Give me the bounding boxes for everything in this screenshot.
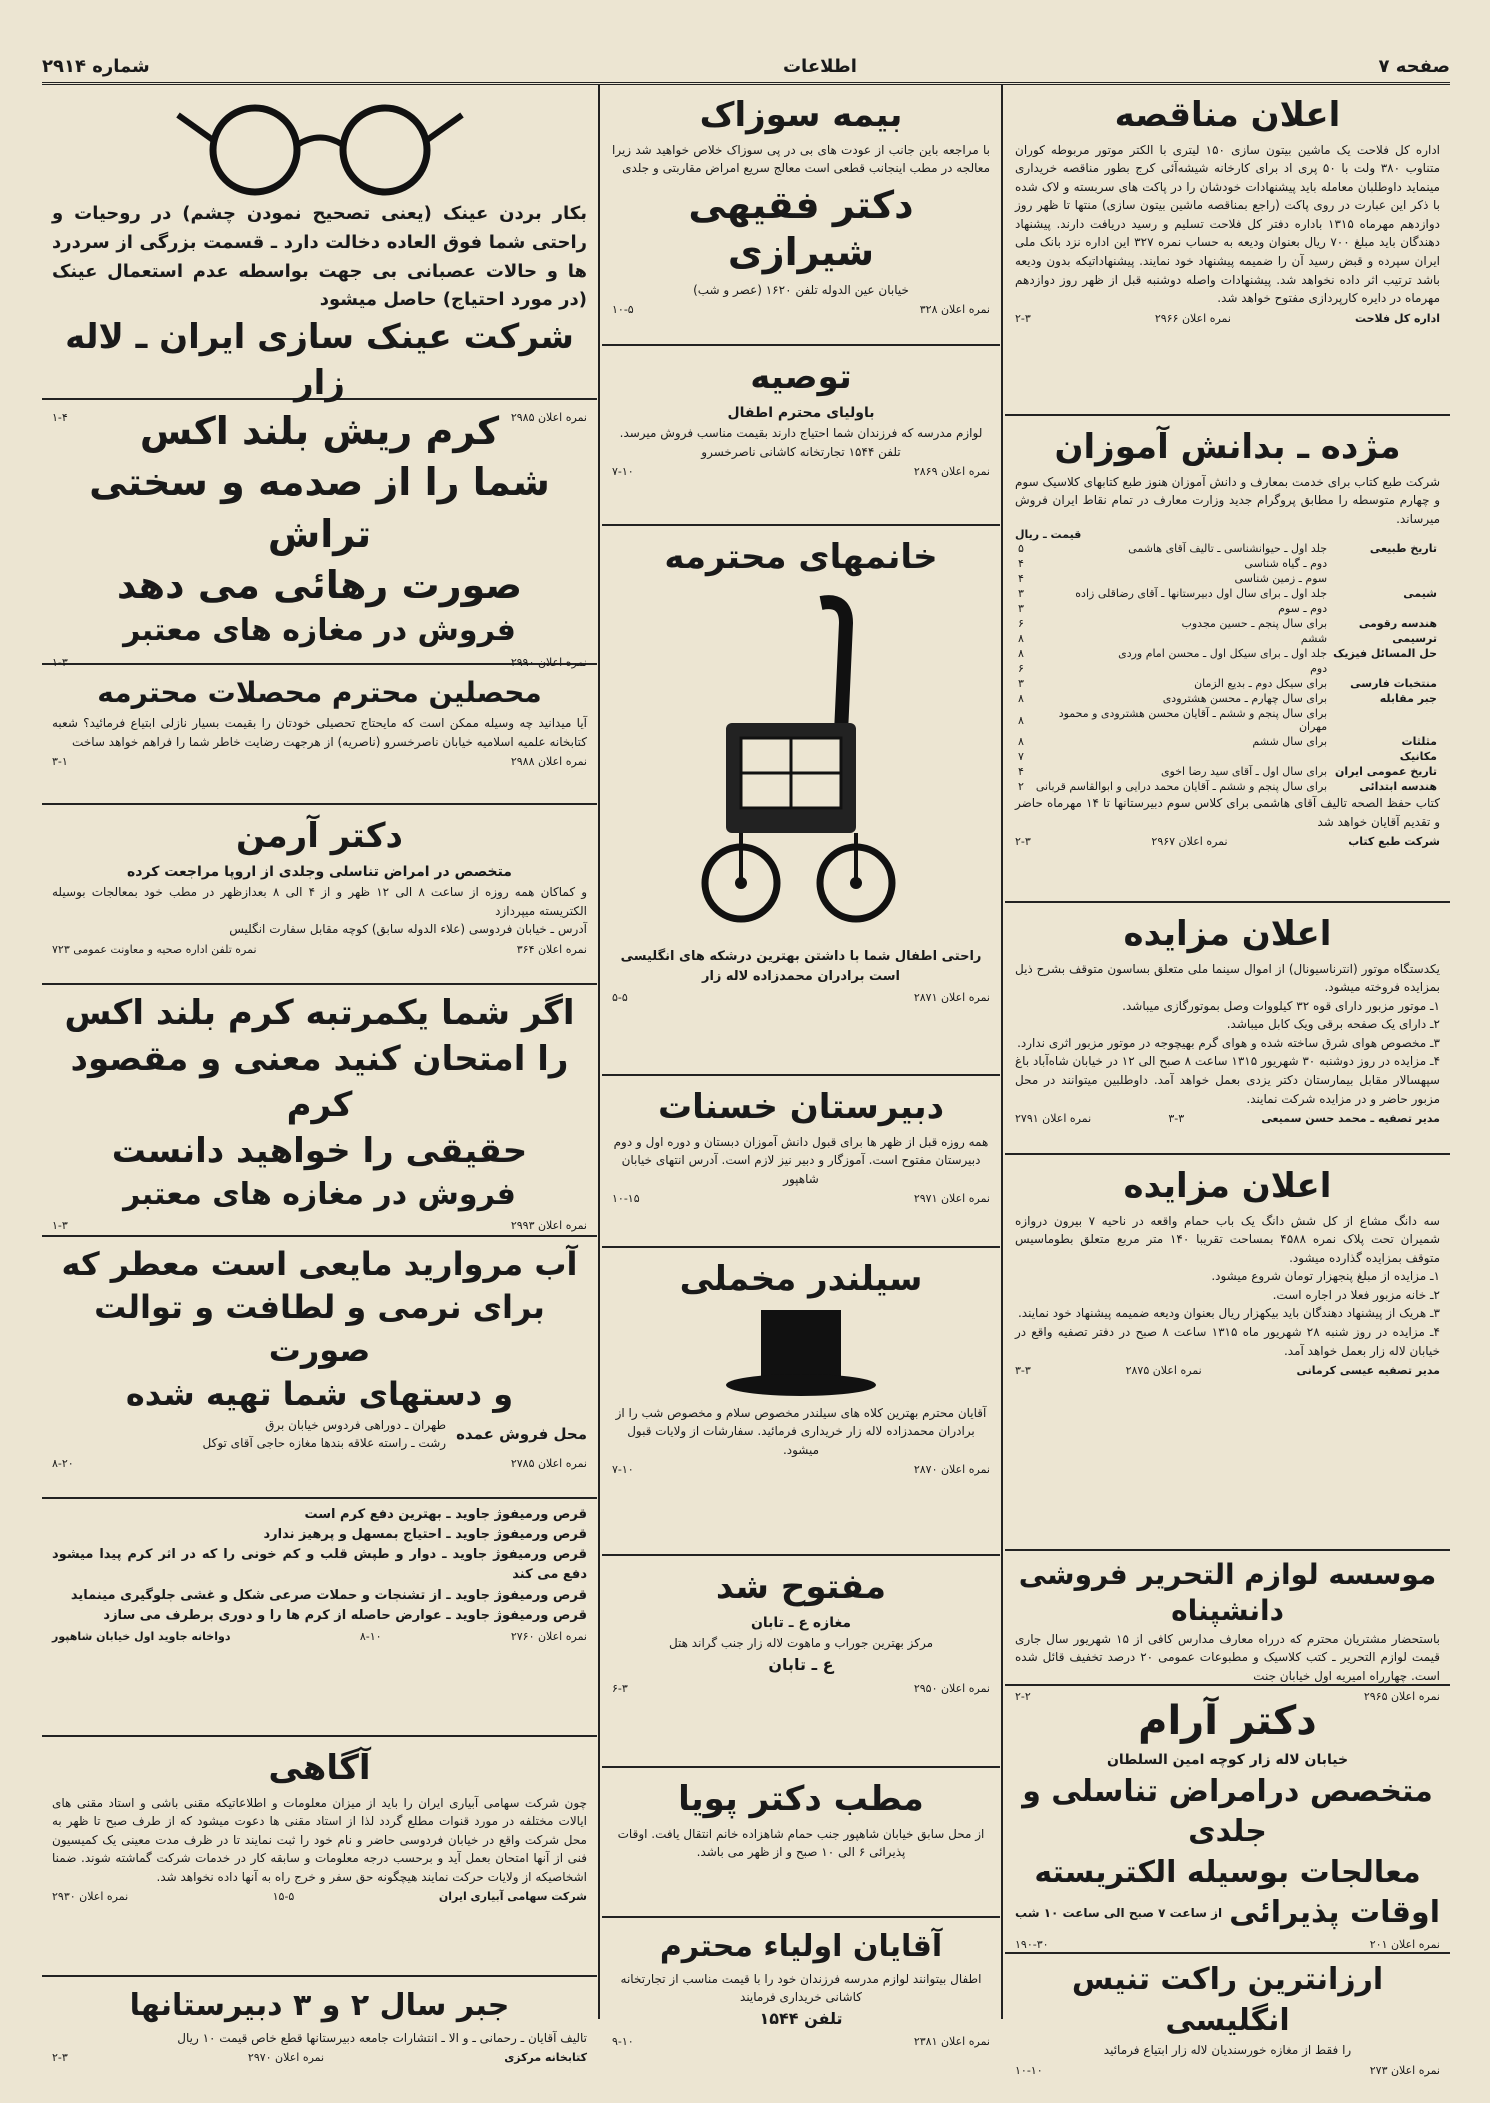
book-row [1015,571,1440,586]
ad-armen [42,805,597,985]
ad-eynak [42,84,597,424]
ad-krem-1 [42,400,597,669]
ad-mosasese [1005,1551,1450,1703]
ad-intro: شرکت طبع کتاب برای خدمت بمعارف و دانش آموزان هنوز طبع کتابهای کلاسیک سوم و چهارم متوسطه را مطابق پروگرام جدید وزارت معارف در تمام نقاط ایران فروش میرساند. [1015,474,1440,526]
book-subject: مکانیک [1399,750,1437,764]
book-description: برای سیکل دوم ـ بدیع الزمان [1194,677,1328,691]
column-rule [1001,84,1003,2019]
book-row [1015,646,1440,661]
book-price: ۴ [1018,557,1024,571]
javid-item: قرص ورمیفوژ جاوید ـ بهترین دفع کرم است [304,1507,587,1522]
book-subject: تاریخ عمومی ایران [1335,765,1437,779]
ad-body: راحتی اطفال شما با داشتن بهترین درشکه های انگلیسی است برادران محمدزاده لاله زار [620,948,982,984]
page-header [42,50,1450,85]
ad-body: مرکز بهترین جوراب و ماهوت لاله زار جنب گراند هتل [668,1636,934,1651]
ad-title: سیلندر مخملی [679,1259,923,1299]
ad-outro: کتاب حفظ الصحه تالیف آقای هاشمی برای کلاس سوم دبیرستانها تا ۱۴ مهرماه حاضر و تقدیم آقایان خواهد شد [1015,796,1440,829]
ad-signer: شرکت سهامی آبیاری ایران [438,1890,587,1904]
book-subject [1330,556,1440,571]
ad-count: ۳-۱ [52,755,68,769]
ad-body: آقایان محترم بهترین کلاه های سیلندر مخصوص سلام و مخصوص شب را از برادران محمدزاده لاله زار خریداری فرمائید. سفارشات از ولایات قبول میشود. [615,1405,987,1457]
book-price: ۳ [1018,587,1024,601]
ad-line: اوقات پذیرائی [1229,1895,1440,1931]
ad-morvarid [42,1237,597,1499]
ad-tel: تلفن ۱۵۴۴ [759,2008,843,2028]
ad-body: چون شرکت سهامی آبیاری ایران را باید از میزان معلومات و اطلاعاتیکه مقنی باشی و استاد مقنی های ایالات مختلفه در مورد قنوات مطلع گردد لذا از استاد مقنی ها دعوت میشود که از طرف صبح تا ظهر به محل شرکت واقع در خیابان فردوسی حاضر و نام خود را ثبت نمایند تا در ظرف مدت معینی یک کمیسیون فنی از آنها امتحان بعمل آید و برحسب درجه معلومات و سابقه کار در خدمات شرکت گماشته شوند. ضمنا اشخاصیکه از ولایات حرکت نمایند هیچگونه حق سفر و خرج راه به آنها داده نخواهد شد. [52,1795,587,1884]
ad-title: اعلان مناقصه [1114,95,1341,135]
ad-agahi [42,1737,597,1977]
ad-sales-line: رشت ـ راسته علاقه بندها مغازه حاجی آقای توکل [202,1436,447,1451]
book-price: ۸ [1018,735,1024,749]
ad-address: خیابان لاله زار کوچه امین السلطان [1106,1752,1349,1768]
ad-ref: نمره اعلان ۲۹۸۸ [510,755,587,769]
book-description: دوم [1310,662,1328,676]
ad-count: ۲-۳ [1015,835,1031,849]
ad-body: لوازم مدرسه که فرزندان شما احتیاج دارند بقیمت مناسب فروش میرسد. تلفن ۱۵۴۴ تجارتخانه کاشانی ناصرخسرو [619,426,983,459]
book-row [1015,661,1440,676]
ad-address: خیابان عین الدوله تلفن ۱۶۲۰ (عصر و شب) [693,282,909,297]
ad-hours: از ساعت ۷ صبح الی ساعت ۱۰ شب [1015,1906,1223,1921]
ad-khanomha [602,526,1000,1076]
book-description: ششم [1300,632,1328,646]
ad-title: محصلین محترم محصلات محترمه [97,676,542,709]
book-price: ۷ [1018,750,1024,764]
book-row [1015,734,1440,749]
book-price: ۶ [1018,662,1024,676]
ad-line: و دستهای شما تهیه شده [125,1374,514,1413]
book-row [1015,749,1440,764]
book-price: ۸ [1018,713,1024,727]
book-price: ۸ [1018,632,1024,646]
ad-ref: نمره اعلان ۲۸۷۰ [913,1463,990,1477]
ad-sub: مغازه ع ـ تابان [750,1614,852,1631]
book-row [1015,601,1440,616]
price-header: قیمت ـ ریال [1015,528,1082,542]
eyeglasses-illustration [170,90,470,200]
book-row [1015,541,1440,556]
ad-line: متخصص درامراض تناسلی و جلدی [1022,1773,1433,1850]
ad-ref: نمره اعلان ۲۹۷۰ [247,2051,325,2065]
ad-ref: نمره اعلان ۲۸۶۹ [913,465,990,479]
ad-ref: نمره اعلان ۲۳۸۱ [913,2035,990,2049]
ad-monaqese [1005,84,1450,416]
ad-count: ۱-۴ [52,410,68,424]
ad-count: ۸-۲۰ [52,1456,74,1470]
ad-tosie [602,346,1000,526]
ad-jabr [42,1977,597,2103]
ad-count: ۹-۱۰ [612,2035,634,2049]
ad-body: همه روزه قبل از ظهر ها برای قبول دانش آموزان دبستان و دوره اول و دوم دبیرستان مفتوح است. آموزگار و دبیر نیز لازم است. آدرس انتهای خیابان شاهپور [613,1134,989,1186]
ad-ref: نمره اعلان ۲۹۷۱ [913,1192,990,1206]
book-description: جلد اول ـ برای سیکل اول ـ محسن امام وردی [1118,647,1328,661]
ad-shop: کتابخانه مرکزی [504,2051,587,2065]
ad-line: شما را از صدمه و سختی تراش [89,460,550,556]
ad-line: کرم ریش بلند اکس [139,409,500,453]
ad-count: ۱۰-۱۵ [612,1192,640,1206]
ad-javid [42,1499,597,1737]
ad-line: صورت رهائی می دهد [116,562,523,607]
ad-raket [1005,1954,1450,2103]
ad-title: اعلان مزایده [1123,914,1332,954]
ad-body: آیا میدانید چه وسیله ممکن است که مایحتاج تحصیلی خودتان را بقیمت بسیار نازلی ابتیاع فرمائید؟ شعبه کتابخانه علمیه اسلامیه خیابان ناصرخسرو (ناصریه) از هرجهت رضایت خاطر شما را فراهم خواهد ساخت [52,716,587,749]
book-subject: ترسیمی [1392,632,1437,646]
book-price: ۲ [1018,780,1024,794]
ad-doctor: دکتر فقیهی شیرازی [688,182,914,275]
ad-count: ۸-۱۰ [359,1629,382,1643]
book-subject: جبر مقابله [1379,692,1437,706]
book-description: برای سال اول ـ آقای سید رضا اخوی [1160,765,1328,779]
book-subject: هندسه رقومی [1358,617,1437,631]
book-price: ۶ [1018,617,1024,631]
book-description: سوم ـ زمین شناسی [1234,572,1328,586]
ad-signer: مدیر تصفیه عیسی کرمانی [1296,1364,1440,1378]
ad-ref: نمره اعلان ۲۹۶۷ [1151,835,1228,849]
ad-mozayede-2 [1005,1155,1450,1551]
book-row [1015,676,1440,691]
ad-title: مطب دکتر پویا [678,1779,924,1819]
ad-bime [602,84,1000,346]
page-number: صفحه ۷ [1378,56,1450,77]
ad-line: فروش در مغازه های معتبر [123,613,516,649]
ad-line: برای نرمی و لطافت و توالت صورت [94,1288,545,1370]
ad-line: آب مروارید مایعی است معطر که [61,1245,578,1283]
ad-krem-2 [42,985,597,1237]
ad-address: آدرس ـ خیابان فردوسی (علاء الدوله سابق) کوچه مقابل سفارت انگلیس [229,922,587,937]
ad-ref: نمره اعلان ۲۷۸۵ [510,1456,587,1470]
ad-ref: نمره اعلان ۲۹۶۶ [1154,311,1231,325]
ad-body: از محل سابق خیابان شاهپور جنب حمام شاهزاده خانم انتقال یافت. اوقات پذیرائی ۶ الی ۱۰ صبح و از ظهر می باشد. [617,1826,985,1860]
ad-count: ۱۹۰-۳۰ [1015,1937,1049,1951]
ad-line: معالجات بوسیله الکتریسته [1034,1854,1421,1890]
ad-brand: ع ـ تابان [768,1654,834,1674]
ad-matab [602,1768,1000,1918]
ad-body: یکدستگاه موتور (انترناسیونال) از اموال سینما ملی متعلق بساسون متوقف بشرح ذیل بمزایده فروخته میشود. ۱ـ موتور مزبور دارای قوه ۳۲ کیلووات وصل بموتورگازی میباشد. ۲ـ دارای یک صفحه برقی ویک کابل میباشد. ۳ـ مخصوص هوای شرق ساخته شده و هوای گرم بهیچوجه در موتور مزبور اثری ندارد. ۴ـ مزایده در روز دوشنبه ۳۰ شهریور ۱۳۱۵ ساعت ۸ صبح الی ۱۲ در خیابان شاه‌آباد باغ سپهسالار مقابل بیمارستان دکتر یزدی بعمل خواهد آمد. داوطلبین میتوانند در محل مزبور حاضر و در مزایده شرکت نمایند. [1015,961,1441,1106]
javid-list [52,1505,587,1626]
ad-body: سه دانگ مشاع از کل شش دانگ یک باب حمام واقعه در ناحیه ۷ بیرون دروازه شمیران تحت پلاک نمره ۴۵۸۸ بمساحت تقریبا ۱۴۰ متر مربع متعلق بطوماسیس متوقف بمزایده گذارده میشود. ۱ـ مزایده از مبلغ پنجهزار تومان شروع میشود. ۲ـ خانه مزبور فعلا در اجاره است. ۳ـ هریک از پیشنهاد دهندگان باید بیکهزار ریال بعنوان ودیعه ضمیمه پیشنهاد خود نمایند. ۴ـ مزایده در روز شنبه ۲۸ شهریور ماه ۱۳۱۵ ساعت ۸ صبح در دفتر تصفیه واقع در خیابان لاله زار بعمل خواهد آمد. [1015,1213,1441,1358]
book-description: جلد اول ـ برای سال اول دبیرستانها ـ آقای رضاقلی زاده [1075,587,1328,601]
book-row [1015,556,1440,571]
ad-count: ۱-۳ [52,1219,68,1233]
book-row [1015,764,1440,779]
javid-item: قرص ورمیفوژ جاوید ـ عوارض حاصله از کرم ها را و دوری برطرف می سازد [103,1607,587,1623]
ad-title: بیمه سوزاک [699,95,903,135]
ad-title: توصیه [750,357,852,397]
ad-ref: نمره اعلان ۲۹۶۵ [1363,1689,1440,1703]
book-description: برای سال پنجم و ششم ـ آقایان محسن هشترودی و محمود مهران [1058,707,1328,734]
ad-mohassel [42,665,597,805]
book-price: ۴ [1018,572,1024,586]
ad-ref: نمره اعلان ۲۹۳۰ [52,1890,129,1904]
books-table [1015,541,1440,794]
book-subject: تاریخ طبیعی [1369,542,1437,556]
ad-ref: نمره اعلان ۲۸۷۱ [913,990,990,1004]
book-row [1015,616,1440,631]
javid-item: قرص ورمیفوژ جاوید ـ احتیاج بمسهل و پرهیز ندارد [263,1527,587,1543]
ad-sub: متخصص در امراض تناسلی وجلدی از اروپا مراجعت کرده [127,863,512,880]
ad-count: ۷-۱۰ [612,465,634,479]
book-subject [1330,571,1440,586]
issue-number: شماره ۲۹۱۴ [42,56,150,77]
ad-ref: نمره اعلان ۲۷۹۱ [1015,1112,1092,1126]
ad-maftooh [602,1556,1000,1768]
book-subject [1330,706,1440,734]
book-subject: هندسه ابتدائی [1359,780,1437,794]
book-row [1015,779,1440,794]
ad-ref: نمره اعلان ۲۹۸۵ [510,410,587,424]
book-description: برای سال پنجم ـ حسین مجدوب [1181,617,1328,631]
ad-sales-label: محل فروش عمده [456,1425,587,1444]
ad-count: ۱۰-۵ [612,303,634,317]
top-hat-illustration [721,1305,881,1400]
ad-title: آقایان اولیاء محترم [659,1929,943,1964]
ad-body: و کماکان همه روزه از ساعت ۸ الی ۱۲ ظهر و از ۴ الی ۸ بعدازظهر در مطب خود بمعالجات بوسیله الکتریسته میپردازد [52,885,588,918]
ad-sub: باولیای محترم اطفال [727,404,875,421]
ad-signer: مدیر تصفیه ـ محمد حسن سمیعی [1261,1112,1440,1126]
book-subject: مثلثات [1401,735,1437,749]
ad-count: ۷-۱۰ [612,1463,634,1477]
book-price: ۳ [1018,677,1024,691]
ad-sales-line: طهران ـ دوراهی فردوس خیابان برق [265,1417,447,1432]
ad-body: اطفال بیتوانند لوازم مدرسه فرزندان خود را با قیمت مناسب از تجارتخانه کاشانی خریداری فرمایند [620,1971,982,2005]
ad-title: ارزانترین راکت تنیس انگلیسی [1071,1962,1384,2038]
ad-body: تالیف آقایان ـ رحمانی ـ و الا ـ انتشارات جامعه دبیرستانها قطع خاص قیمت ۱۰ ریال [177,2030,587,2045]
ad-title: موسسه لوازم التحریر فروشی دانشپناه [1018,1558,1437,1628]
ad-body: را فقط از مغازه خورسندیان لاله زار ابتیاع فرمائید [1103,2043,1352,2057]
ad-ref: نمره اعلان ۲۷۳ [1369,2063,1440,2077]
ad-mozayede-1 [1005,903,1450,1155]
paper-name: اطلاعات [782,56,857,77]
ad-title: دکتر آرام [1138,1698,1317,1744]
book-row [1015,631,1440,646]
ad-title: شرکت عینک سازی ایران ـ لاله زار [65,317,574,404]
ad-count: نمره تلفن اداره صحیه و معاونت عمومی ۷۲۳ [52,942,257,956]
book-row [1015,586,1440,601]
book-description: جلد اول ـ حیوانشناسی ـ تالیف آقای هاشمی [1128,542,1328,556]
ad-count: ۵-۵ [612,990,628,1004]
book-subject [1330,601,1440,616]
book-row [1015,691,1440,706]
book-subject: شیمی [1403,587,1437,601]
ad-ref: نمره اعلان ۲۸۷۵ [1125,1364,1202,1378]
book-price: ۴ [1018,765,1024,779]
ad-count: ۳-۳ [1015,1364,1031,1378]
book-row [1015,706,1440,734]
book-subject: منتخبات فارسی [1350,677,1437,691]
ad-body: بکار بردن عینک (یعنی تصحیح نمودن چشم) در روحیات و راحتی شما فوق العاده دخالت دارد ـ قسمت بزرگی از سردرد ها و حالات عصبانی بی جهت بواسطه عدم استعمال عینک (در مورد احتیاج) حاصل میشود [52,203,587,311]
ad-count: ۲-۲ [1015,1689,1031,1703]
ad-count: ۶-۳ [612,1681,628,1695]
ad-signer: شرکت طبع کتاب [1348,835,1440,849]
book-description: برای سال ششم [1252,735,1328,749]
ad-aram [1005,1686,1450,1954]
book-subject [1330,661,1440,676]
ad-line: را امتحان کنید معنی و مقصود کرم [70,1038,569,1125]
ad-line: فروش در مغازه های معتبر [123,1176,516,1212]
ad-ref: نمره اعلان ۲۷۶۰ [510,1629,587,1643]
book-description: برای سال پنجم و ششم ـ آقایان محمد درایی و ابوالقاسم قربانی [1035,780,1328,794]
book-price: ۵ [1018,542,1024,556]
ad-ref: نمره اعلان ۲۹۹۳ [510,1219,587,1233]
ad-mojde [1005,416,1450,903]
ad-line: اگر شما یکمرتبه کرم بلند اکس [64,993,575,1033]
ad-title: دکتر آرمن [236,816,403,856]
ad-title: خانمهای محترمه [664,537,938,577]
ad-dabirestan [602,1076,1000,1248]
ad-ref: نمره اعلان ۲۰۱ [1369,1937,1440,1951]
ad-title: مفتوح شد [715,1567,887,1607]
ad-count: ۲-۳ [1015,311,1031,325]
ad-count: ۱۰-۱۰ [1015,2063,1043,2077]
book-description: دوم ـ گیاه شناسی [1244,557,1328,571]
ad-ref: نمره اعلان ۲۹۵۰ [913,1681,990,1695]
ad-title: دبیرستان خسنات [657,1087,945,1127]
ad-count: ۱۵-۵ [272,1890,295,1904]
column-rule [598,84,600,2019]
ad-ref: نمره اعلان ۳۲۸ [919,303,990,317]
book-price: ۸ [1018,692,1024,706]
book-description: برای سال چهارم ـ محسن هشترودی [1162,692,1328,706]
ad-body: با مراجعه باین جانب از عودت های بی در پی سوزاک خلاص خواهید شد زیرا معالجه در مطب اینجانب قطعی است معالج سریع امراض مقاربتی و جلدی [612,142,990,176]
book-subject: حل المسائل فیزیک [1333,647,1437,661]
ad-title: مژده ـ بدانش آموزان [1054,427,1401,467]
ad-count: ۳-۳ [1168,1112,1185,1126]
book-price: ۸ [1018,647,1024,661]
book-price: ۳ [1018,602,1024,616]
ad-silandr [602,1248,1000,1556]
ad-title: آگاهی [268,1748,371,1788]
ad-body: اداره کل فلاحت یک ماشین بیتون سازی ۱۵۰ لیتری با الکتر موتور مربوطه کوران متناوب ۳۸۰ ولت با ۵۰ پری اد برای کارخانه شیشه‌آئی کرج بطور مناقصه خریداری مینماید داوطلبان معامله باید پیشنهادات خودشان را در پاکت های سربسته و لاک شده با ذکر این عبارت در روی پاکت (راجع بمناقصه ماشین بیتون سازی) منتها تا ظهر روز دوازدهم مهرماه ۱۳۱۵ باداره دفتر کل فلاحت تسلیم و رسید دریافت دارند. پیشنهاد دهندگان باید مبلغ ۷۰۰ ریال بعنوان ودیعه به حساب نمره ۳۲۷ این اداره نزد بانک ملی ایران سپرده و قبض رسید آن را ضمیمه پیشنهاد خود نمایند. پیشنهاداتیکه بدون ودیعه باشد ترتیب اثر داده نخواهد شد. پیشنهادات واصله دوشنبه قبل از ظهر روز دوازدهم مهرماه در دایره کارپردازی مفتوح خواهد شد. [1015,142,1440,306]
book-description [1027,749,1330,764]
javid-item: قرص ورمیفوژ جاوید ـ دوار و طپش قلب و کم خونی را که در اثر کرم پیدا میشود دفع می کند [52,1547,587,1583]
ad-line: حقیقی را خواهید دانست [111,1130,528,1171]
ad-signer: اداره کل فلاحت [1354,311,1440,325]
ad-ref: نمره اعلان ۳۶۴ [516,942,587,956]
ad-shop: دواخانه جاوید اول خیابان شاهپور [52,1629,231,1643]
ad-ref: نمره اعلان ۲۹۹۰ [510,655,587,669]
book-description: دوم ـ سوم [1278,602,1328,616]
javid-item: قرص ورمیفوژ جاوید ـ از تشنجات و حملات صرعی شکل و غشی جلوگیری مینماید [70,1587,587,1603]
ad-count: ۲-۳ [52,2051,68,2065]
ad-title: جبر سال ۲ و ۳ دبیرستانها [129,1988,510,2023]
ad-title: اعلان مزایده [1123,1166,1332,1206]
baby-stroller-illustration [671,583,931,943]
ad-body: باستحضار مشتریان محترم که درراه معارف مدارس کافی از ۱۵ شهریور سال جاری قیمت لوازم التحریر ـ کتب کلاسیک و مطبوعات عمومی ۲۰ درصد تخفیف قائل شده است. چهارراه امیریه اول خیابان جنت [1015,1631,1441,1683]
ad-aghayan [602,1918,1000,2103]
ad-count: ۱-۳ [52,655,68,669]
